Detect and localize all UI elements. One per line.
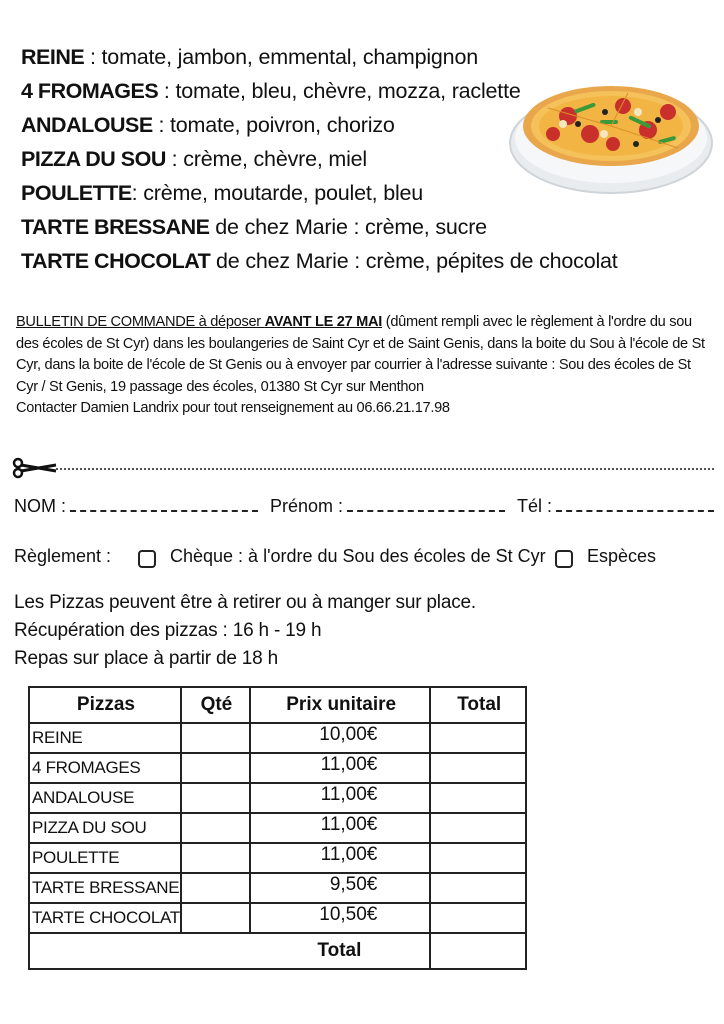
table-header-row <box>29 687 526 723</box>
pizza-illustration <box>508 68 714 198</box>
total-cell[interactable] <box>430 723 526 753</box>
qty-cell[interactable] <box>181 783 250 813</box>
header-total: Total <box>430 687 526 723</box>
order-table <box>28 686 527 970</box>
menu-item: POULETTE: crème, moutarde, poulet, bleu <box>21 181 424 205</box>
table-row: 4 FROMAGES 11,00€ <box>29 753 526 783</box>
total-cell[interactable] <box>430 813 526 843</box>
menu-item: REINE : tomate, jambon, emmental, champignon <box>21 45 478 69</box>
total-cell[interactable] <box>430 903 526 933</box>
pizza-menu <box>21 40 618 278</box>
total-cell[interactable] <box>430 843 526 873</box>
qty-cell[interactable] <box>181 723 250 753</box>
menu-item: TARTE BRESSANE de chez Marie : crème, sucre <box>21 215 487 239</box>
table-row: PIZZA DU SOU 11,00€ <box>29 813 526 843</box>
especes-label: Espèces <box>587 546 657 566</box>
header-pizzas: Pizzas <box>29 687 181 723</box>
tel-field[interactable]: Tél : <box>517 496 714 517</box>
qty-cell[interactable] <box>181 753 250 783</box>
table-row: ANDALOUSE 11,00€ <box>29 783 526 813</box>
scissors-icon <box>12 457 58 479</box>
table-total-row <box>29 933 526 969</box>
prenom-field[interactable]: Prénom : <box>270 496 505 517</box>
total-cell[interactable] <box>430 873 526 903</box>
qty-cell[interactable] <box>181 843 250 873</box>
nom-field[interactable]: NOM : <box>14 496 258 517</box>
menu-item: 4 FROMAGES : tomate, bleu, chèvre, mozza, raclette <box>21 79 521 103</box>
grand-total-cell[interactable] <box>430 933 526 969</box>
total-cell[interactable] <box>430 783 526 813</box>
menu-item: TARTE CHOCOLAT de chez Marie : crème, pépites de chocolat <box>21 249 618 273</box>
table-row: POULETTE 11,00€ <box>29 843 526 873</box>
cheque-checkbox[interactable] <box>138 550 156 568</box>
grand-total-label: Total <box>29 933 430 969</box>
table-row: TARTE BRESSANE 9,50€ <box>29 873 526 903</box>
header-unit-price: Prix unitaire <box>250 687 430 723</box>
table-row: TARTE CHOCOLAT 10,50€ <box>29 903 526 933</box>
pickup-info: Les Pizzas peuvent être à retirer ou à manger sur place. Récupération des pizzas : 16 h - 19 h Repas sur place à partir de 18 h <box>14 592 476 669</box>
especes-checkbox[interactable] <box>555 550 573 568</box>
menu-item: PIZZA DU SOU : crème, chèvre, miel <box>21 147 368 171</box>
header-qty: Qté <box>181 687 250 723</box>
order-instructions: BULLETIN DE COMMANDE à déposer AVANT LE 27 MAI (dûment rempli avec le règlement à l'ordre du sou des écoles de St Cyr) dans les boulangeries de Saint Cyr et de Saint Genis, dans la boite du Sou à l'école de St Cyr, dans la boite de l'école de St Genis ou à envoyer par courrier à l'adresse suivante : Sou des écoles de St Cyr / St Genis, 19 passage des écoles, 01380 St Cyr sur Menthon Contacter Damien Landrix pour tout renseignement au 06.66.21.17.98 <box>16 314 705 416</box>
payment-label: Règlement : <box>14 546 112 566</box>
cut-line <box>12 457 714 477</box>
qty-cell[interactable] <box>181 873 250 903</box>
cheque-label: Chèque : à l'ordre du Sou des écoles de St Cyr <box>170 546 546 566</box>
qty-cell[interactable] <box>181 903 250 933</box>
menu-item: ANDALOUSE : tomate, poivron, chorizo <box>21 113 395 137</box>
contact-info: Contacter Damien Landrix pour tout renseignement au 06.66.21.17.98 <box>16 400 450 416</box>
total-cell[interactable] <box>430 753 526 783</box>
qty-cell[interactable] <box>181 813 250 843</box>
table-row: REINE 10,00€ <box>29 723 526 753</box>
